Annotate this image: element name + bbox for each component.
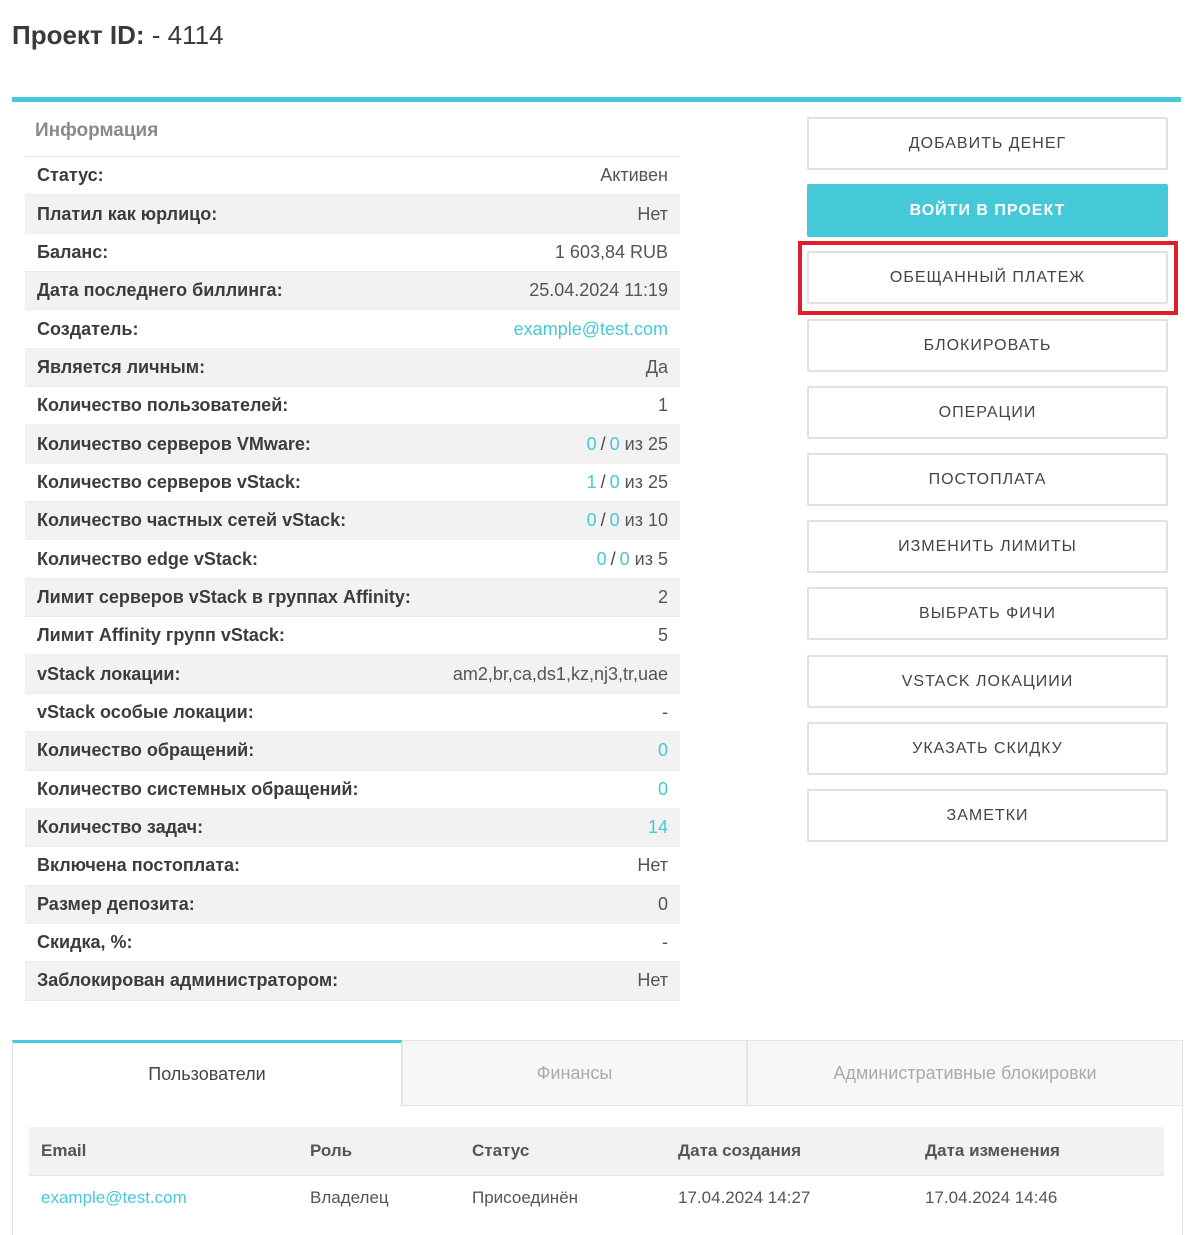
info-label: Дата последнего биллинга: [37,280,283,301]
user-modified-cell: 17.04.2024 14:46 [925,1188,1058,1208]
info-row-status [25,157,680,195]
section-top-accent [12,97,1181,102]
info-row-vstack-special-locations [25,694,680,732]
info-label: Лимит Affinity групп vStack: [37,625,285,646]
change-limits-button[interactable]: ИЗМЕНИТЬ ЛИМИТЫ [807,520,1168,573]
info-value: 0 [657,893,668,914]
user-status-cell: Присоединён [472,1188,579,1208]
column-header-modified: Дата изменения [913,1127,1164,1175]
private-networks-active-link[interactable]: 0 [586,510,597,531]
choose-features-button[interactable]: ВЫБРАТЬ ФИЧИ [807,587,1168,640]
table-header-row [29,1127,1164,1175]
info-row-affinity-server-limit [25,579,680,617]
info-rows [25,157,680,1001]
tab-users[interactable]: Пользователи [12,1040,402,1106]
vstack-locations-button[interactable]: VSTACK ЛОКАЦИИИ [807,655,1168,708]
info-label: Количество задач: [37,817,204,838]
info-value: 25.04.2024 11:19 [529,280,668,301]
info-row-tickets [25,732,680,770]
info-section [25,105,680,1001]
column-header-email: Email [29,1127,298,1175]
info-value: Нет [637,203,668,224]
info-label: vStack особые локации: [37,701,254,722]
user-email-link[interactable]: example@test.com [41,1188,187,1208]
info-heading: Информация [25,105,680,157]
info-row-vmware-servers: Количество серверов VMware: 0 / 0 из 25 [25,425,680,463]
info-label: Включена постоплата: [37,855,241,876]
info-label: Количество пользователей: [37,395,289,416]
info-value: - [662,701,668,722]
operations-button[interactable]: ОПЕРАЦИИ [807,386,1168,439]
vmware-servers-limit: из 25 [624,433,668,454]
add-money-button[interactable]: ДОБАВИТЬ ДЕНЕГ [807,117,1168,170]
info-row-deposit [25,886,680,924]
info-row-legal-entity [25,195,680,233]
tab-finance[interactable]: Финансы [402,1040,747,1106]
info-label: Количество серверов VMware: [37,433,311,454]
info-row-system-tickets [25,771,680,809]
info-row-last-billing [25,272,680,310]
info-value: Нет [637,970,668,991]
postpay-button[interactable]: ПОСТОПЛАТА [807,453,1168,506]
info-row-discount [25,924,680,962]
info-label: Баланс: [37,241,109,262]
private-networks-other-link[interactable]: 0 [609,510,620,531]
info-label: Размер депозита: [37,893,195,914]
info-value: Нет [637,855,668,876]
system-tickets-count-link[interactable]: 0 [657,778,668,799]
info-label: Количество edge vStack: [37,548,258,569]
user-created-cell: 17.04.2024 14:27 [678,1188,811,1208]
info-row-creator [25,310,680,348]
column-header-status: Статус [460,1127,666,1175]
private-networks-limit: из 10 [624,510,668,531]
info-row-edge-vstack: Количество edge vStack: 0 / 0 из 5 [25,540,680,578]
info-value: 1 [657,395,668,416]
info-value: 2 [657,586,668,607]
page-title [12,20,224,50]
info-label: Является личным: [37,356,206,377]
info-label: Статус: [37,165,104,186]
table-row [29,1175,1164,1221]
info-value: 5 [657,625,668,646]
column-header-created: Дата создания [666,1127,913,1175]
info-label: Скидка, %: [37,932,133,953]
info-label: Количество частных сетей vStack: [37,510,347,531]
info-value: - [662,932,668,953]
info-row-is-personal [25,349,680,387]
vmware-servers-other-link[interactable]: 0 [609,433,620,454]
info-row-vstack-locations [25,655,680,693]
actions-panel [807,117,1168,856]
info-row-vstack-servers: Количество серверов vStack: 1 / 0 из 25 [25,464,680,502]
info-row-affinity-group-limit [25,617,680,655]
info-label: Создатель: [37,318,139,339]
info-value: am2,br,ca,ds1,kz,nj3,tr,uae [452,663,668,684]
column-header-role: Роль [298,1127,460,1175]
vstack-servers-other-link[interactable]: 0 [609,471,620,492]
page-title-label: Проект ID: [12,20,145,50]
vstack-servers-limit: из 25 [624,471,668,492]
promised-payment-button[interactable]: ОБЕЩАННЫЙ ПЛАТЕЖ [807,251,1168,304]
info-row-tasks [25,809,680,847]
notes-button[interactable]: ЗАМЕТКИ [807,789,1168,842]
user-role-cell: Владелец [310,1188,389,1208]
info-label: Платил как юрлицо: [37,203,218,224]
info-row-admin-blocked [25,962,680,1000]
info-value: Активен [600,165,668,186]
tabs-bar [12,1040,1183,1106]
tickets-count-link[interactable]: 0 [657,740,668,761]
edge-limit: из 5 [634,548,668,569]
info-label: vStack локации: [37,663,181,684]
users-table [29,1127,1164,1221]
creator-email-link[interactable]: example@test.com [513,318,668,339]
info-row-balance [25,234,680,272]
info-label: Количество серверов vStack: [37,471,301,492]
info-label: Количество системных обращений: [37,778,359,799]
user-email-cell [29,1175,298,1221]
set-discount-button[interactable]: УКАЗАТЬ СКИДКУ [807,722,1168,775]
edge-active-link[interactable]: 0 [596,548,607,569]
block-button[interactable]: БЛОКИРОВАТЬ [807,319,1168,372]
tab-admin-blocks[interactable]: Административные блокировки [747,1040,1183,1106]
info-row-users-count [25,387,680,425]
info-label: Лимит серверов vStack в группах Affinity: [37,586,411,607]
edge-other-link[interactable]: 0 [619,548,630,569]
info-row-private-networks: Количество частных сетей vStack: 0 / 0 из 10 [25,502,680,540]
vmware-servers-active-link[interactable]: 0 [586,433,597,454]
info-row-postpay-enabled [25,847,680,885]
info-value: Да [645,356,668,377]
project-id: - 4114 [144,20,224,50]
tasks-count-link[interactable]: 14 [647,817,668,838]
info-label: Заблокирован администратором: [37,970,339,991]
info-value: 1 603,84 RUB [554,241,668,262]
vstack-servers-active-link[interactable]: 1 [586,471,597,492]
info-label: Количество обращений: [37,740,255,761]
enter-project-button[interactable]: ВОЙТИ В ПРОЕКТ [807,184,1168,237]
